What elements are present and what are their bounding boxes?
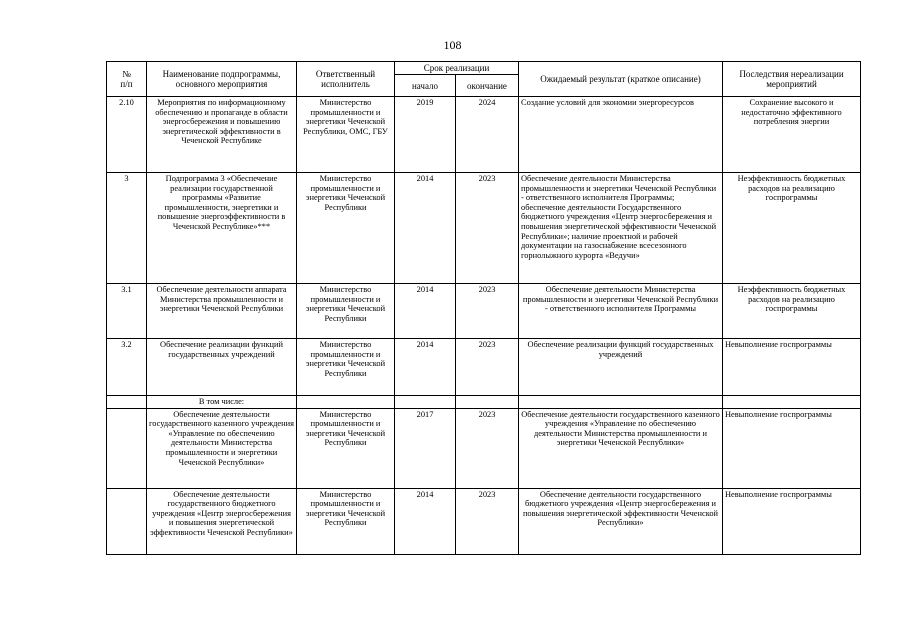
table-row <box>107 488 861 554</box>
row-name: Обеспечение деятельности государственного казенного учреждения «Управление по обеспечению деятельности Министерства промышленности и энергетики Чеченской Республики» <box>147 408 297 488</box>
row-start: 2019 <box>395 97 456 173</box>
page-number: 108 <box>443 38 462 52</box>
row-consequences: Неэффективность бюджетных расходов на реализацию госпрограммы <box>723 173 861 284</box>
row-end: 2023 <box>456 284 519 339</box>
row-consequences: Невыполнение госпрограммы <box>723 339 861 396</box>
header-name: Наименование подпрограммы, основного мероприятия <box>147 62 297 97</box>
row-num: 3.1 <box>107 284 147 339</box>
row-executor: Министерство промышленности и энергетики Чеченской Республики <box>297 488 395 554</box>
program-activities-table <box>106 61 861 555</box>
row-end: 2023 <box>456 488 519 554</box>
row-num <box>107 488 147 554</box>
row-result: Обеспечение реализации функций государственных учреждений <box>519 339 723 396</box>
row-consequences: Невыполнение госпрограммы <box>723 408 861 488</box>
row-result <box>519 396 723 409</box>
row-executor: Министерство промышленности и энергетики Чеченской Республики, ОМС, ГБУ <box>297 97 395 173</box>
row-result: Создание условий для экономии энергоресурсов <box>519 97 723 173</box>
table-row <box>107 97 861 173</box>
row-result: Обеспечение деятельности Министерства промышленности и энергетики Чеченской Республики - ответственного исполнителя Программы <box>519 284 723 339</box>
row-result: Обеспечение деятельности государственного бюджетного учреждения «Центр энергосбережения и повышения энергетической эффективности Чеченской Республики» <box>519 488 723 554</box>
row-start: 2014 <box>395 284 456 339</box>
row-num: 2.10 <box>107 97 147 173</box>
row-end: 2023 <box>456 173 519 284</box>
row-consequences: Неэффективность бюджетных расходов на реализацию госпрограммы <box>723 284 861 339</box>
row-end: 2023 <box>456 408 519 488</box>
row-num <box>107 396 147 409</box>
row-start <box>395 396 456 409</box>
header-executor: Ответственный исполнитель <box>297 62 395 97</box>
header-result: Ожидаемый результат (краткое описание) <box>519 62 723 97</box>
table-row <box>107 173 861 284</box>
row-end: 2024 <box>456 97 519 173</box>
row-num: 3 <box>107 173 147 284</box>
row-executor <box>297 396 395 409</box>
header-end: окончание <box>456 75 519 97</box>
table-row <box>107 339 861 396</box>
table-row <box>107 284 861 339</box>
row-num: 3.2 <box>107 339 147 396</box>
header-consequences: Последствия нереализации мероприятий <box>723 62 861 97</box>
row-num <box>107 408 147 488</box>
header-start: начало <box>395 75 456 97</box>
row-name: Обеспечение реализации функций государственных учреждений <box>147 339 297 396</box>
row-consequences: Невыполнение госпрограммы <box>723 488 861 554</box>
row-executor: Министерство промышленности и энергетики Чеченской Республики <box>297 284 395 339</box>
header-period: Срок реализации <box>395 62 519 75</box>
row-start: 2014 <box>395 339 456 396</box>
row-consequences <box>723 396 861 409</box>
row-result: Обеспечение деятельности государственного казенного учреждения «Управление по обеспечению деятельности Министерства промышленности и энергетики Чеченской Республики» <box>519 408 723 488</box>
table-row <box>107 396 861 409</box>
row-start: 2014 <box>395 488 456 554</box>
row-start: 2017 <box>395 408 456 488</box>
row-name: Подпрограмма 3 «Обеспечение реализации государственной программы «Развитие промышленности, энергетики и повышение энергоэффективности в Чеченской Республике»*** <box>147 173 297 284</box>
row-consequences: Сохранение высокого и недостаточно эффективного потребления энергии <box>723 97 861 173</box>
row-end <box>456 396 519 409</box>
row-name: Обеспечение деятельности аппарата Министерства промышленности и энергетики Чеченской Республики <box>147 284 297 339</box>
row-result: Обеспечение деятельности Министерства промышленности и энергетики Чеченской Республики - ответственного исполнителя Программы; обеспечение деятельности Государственного бюджетного учреждения «Центр энергосбережения и повышения энергетической эффективности Чеченской Республики»; наличие проектной и рабочей документации на газоснабжение всесезонного горнолыжного курорта «Ведучи» <box>519 173 723 284</box>
header-num: № п/п <box>107 62 147 97</box>
row-executor: Министерство промышленности и энергетики Чеченской Республики <box>297 408 395 488</box>
row-executor: Министерство промышленности и энергетики Чеченской Республики <box>297 339 395 396</box>
row-name: В том числе: <box>147 396 297 409</box>
row-name: Обеспечение деятельности государственного бюджетного учреждения «Центр энергосбережения и повышения энергетической эффективности Чеченской Республики» <box>147 488 297 554</box>
table-row <box>107 408 861 488</box>
row-name: Мероприятия по информационному обеспечению и пропаганде в области энергосбережения и повышению энергетической эффективности в Чеченской Республике <box>147 97 297 173</box>
row-end: 2023 <box>456 339 519 396</box>
row-start: 2014 <box>395 173 456 284</box>
row-executor: Министерство промышленности и энергетики Чеченской Республики <box>297 173 395 284</box>
